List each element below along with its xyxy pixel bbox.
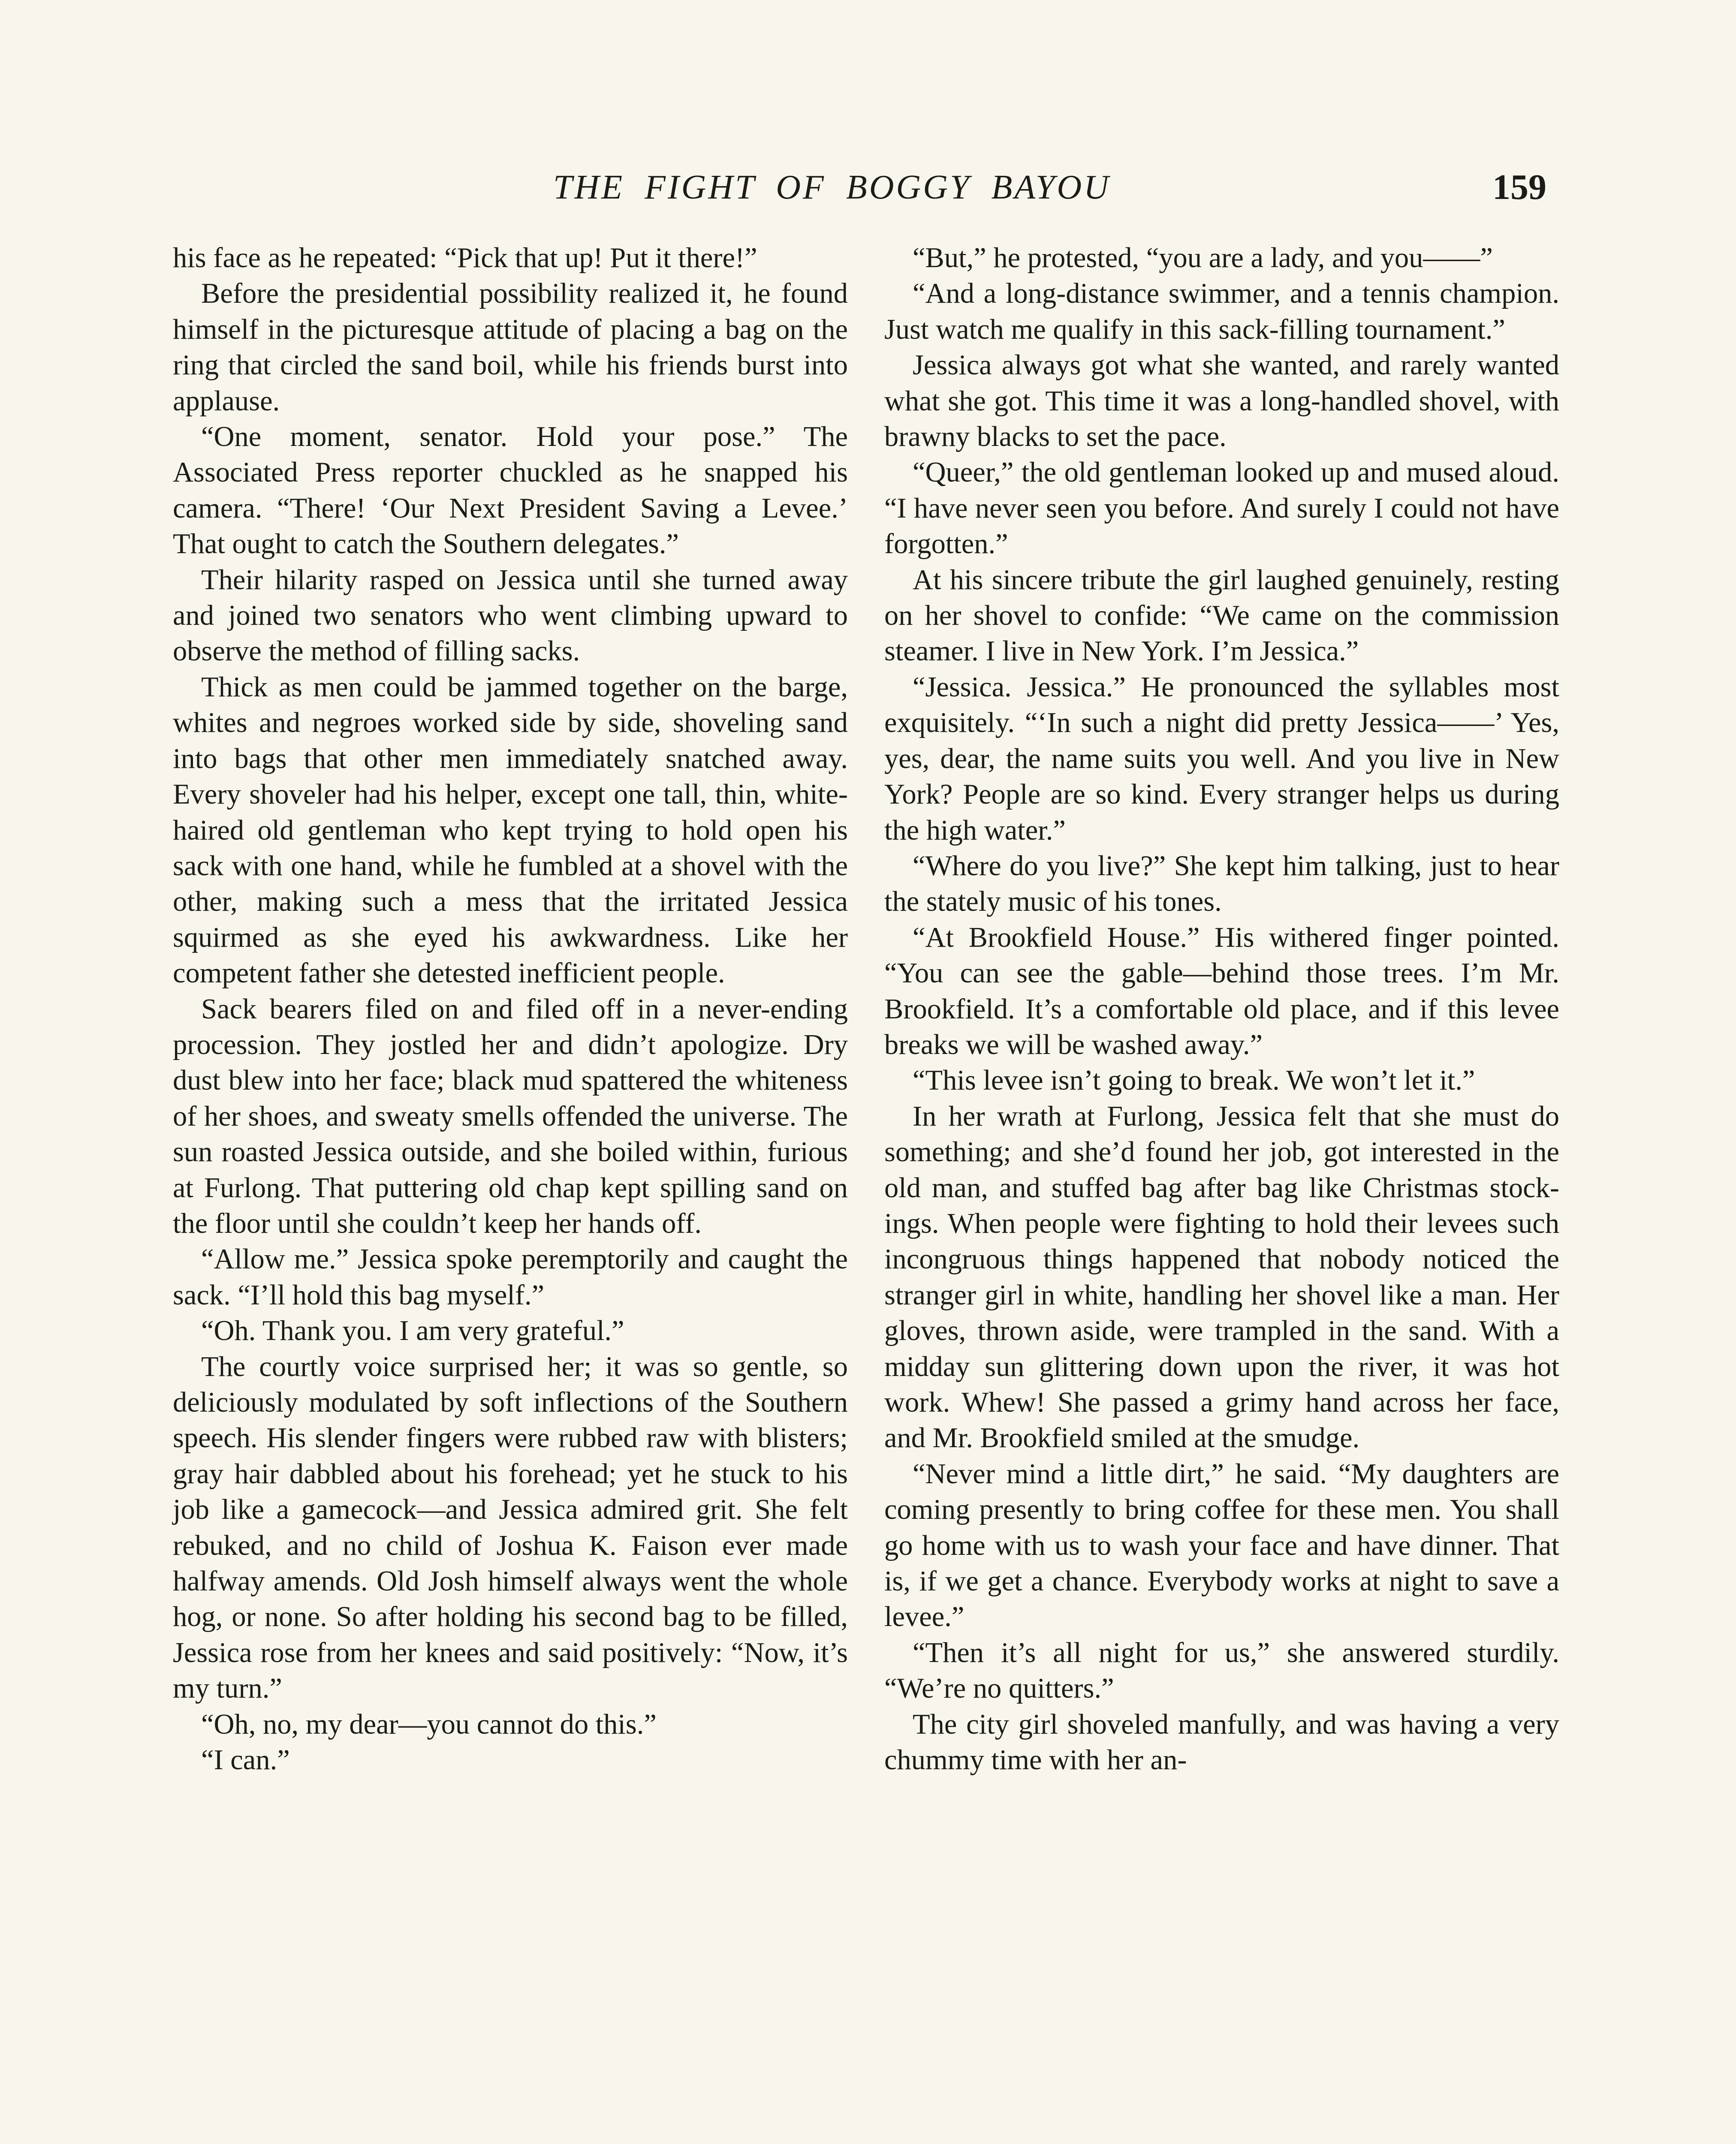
paragraph: “Oh, no, my dear—you cannot do this.” <box>201 1708 657 1740</box>
right-column <box>884 240 1559 1778</box>
paragraph: The city girl shoveled manfully, and was having a very chummy time with her an- <box>884 1708 1559 1776</box>
paragraph: At his sincere tribute the girl laughed genuinely, resting on her shovel to confide: “We came on the commission steamer. I live in New York. I’m Jessica.” <box>884 564 1559 667</box>
paragraph: “Where do you live?” She kept him talking, just to hear the stately music of his tones. <box>884 850 1559 918</box>
paragraph: “One moment, senator. Hold your pose.” The Associated Press reporter chuckled as he snapped his camera. “There! ‘Our Next President Saving a Levee.’ That ought to catch the Southern delegates.” <box>173 421 848 560</box>
paragraph: “At Brookfield House.” His withered finger pointed. “You can see the gable—behind those trees. I’m Mr. Brookfield. It’s a comfortable old place, and if this levee breaks we will be washed away.” <box>884 921 1559 1060</box>
running-header <box>0 164 1736 220</box>
paragraph: Jessica always got what she wanted, and rarely wanted what she got. This time it was a long-handled shovel, with brawny blacks to set the pace. <box>884 349 1559 453</box>
paragraph: “But,” he protested, “you are a lady, and you——” <box>913 242 1493 274</box>
paragraph: “Jessica. Jessica.” He pronounced the syllables most exquisitely. “‘In such a night did pretty Jessica——’ Yes, yes, dear, the name suits you well. And you live in New York? People are so kind. Every stranger helps us during the high water.” <box>884 671 1559 846</box>
paragraph: “This levee isn’t going to break. We won’t let it.” <box>913 1065 1475 1096</box>
page-number: 159 <box>1492 167 1546 207</box>
paragraph: “Queer,” the old gentleman looked up and mused aloud. “I have never seen you before. And surely I could not have forgotten.” <box>884 457 1559 560</box>
paragraph: Sack bearers filed on and filed off in a never-ending procession. They jostled her and didn’t apologize. Dry dust blew into her face; black mud spattered the whiteness of her shoes, and sweaty smells offended the universe. The sun roasted Jessica outside, and she boiled within, furious at Furlong. That puttering old chap kept spilling sand on the floor until she couldn’t keep her hands off. <box>173 993 848 1239</box>
paragraph: In her wrath at Furlong, Jessica felt that she must do something; and she’d found her job, got interested in the old man, and stuffed bag after bag like Christmas stockings. When people were fighting to hold their levees such incongruous things happened that nobody noticed the stranger girl in white, handling her shovel like a man. Her gloves, thrown aside, were trampled in the sand. With a midday sun glittering down upon the river, it was hot work. Whew! She passed a grimy hand across her face, and Mr. Brookfield smiled at the smudge. <box>884 1100 1559 1454</box>
paragraph: Their hilarity rasped on Jessica until she turned away and joined two senators who went climbing upward to observe the method of filling sacks. <box>173 564 848 667</box>
paragraph: “Oh. Thank you. I am very grateful.” <box>201 1315 624 1347</box>
paragraph: Thick as men could be jammed together on the barge, whites and negroes worked side by side, shoveling sand into bags that other men immediately snatched away. Every shoveler had his helper, except one tall, thin, white-haired old gentleman who kept trying to hold open his sack with one hand, while he fumbled at a shovel with the other, making such a mess that the irritated Jessica squirmed as she eyed his awkwardness. Like her competent father she detested inefficient people. <box>173 671 848 989</box>
running-title: THE FIGHT OF BOGGY BAYOU <box>553 169 1111 206</box>
paragraph: “Allow me.” Jessica spoke peremptorily and caught the sack. “I’ll hold this bag myself.” <box>173 1244 848 1311</box>
paragraph: “Never mind a little dirt,” he said. “My daughters are coming presently to bring coffee for these men. You shall go home with us to wash your face and have dinner. That is, if we get a chance. Everybody works at night to save a levee.” <box>884 1458 1559 1633</box>
left-column <box>173 240 848 1778</box>
paragraph: The courtly voice surprised her; it was so gentle, so deliciously modulated by soft inflections of the Southern speech. His slender fingers were rubbed raw with blisters; gray hair dabbled about his forehead; yet he stuck to his job like a gamecock—and Jessica admired grit. She felt rebuked, and no child of Joshua K. Faison ever made halfway amends. Old Josh himself always went the whole hog, or none. So after holding his second bag to be filled, Jessica rose from her knees and said positively: “Now, it’s my turn.” <box>173 1351 848 1704</box>
paragraph: “And a long-distance swimmer, and a tennis champion. Just watch me qualify in this sack-filling tournament.” <box>884 278 1559 345</box>
paragraph: “Then it’s all night for us,” she answered sturdily. “We’re no quitters.” <box>884 1637 1559 1704</box>
paragraph: “I can.” <box>201 1744 290 1776</box>
paragraph: Before the presidential possibility realized it, he found himself in the picturesque attitude of placing a bag on the ring that circled the sand boil, while his friends burst into applause. <box>173 278 848 417</box>
paragraph: his face as he repeated: “Pick that up! Put it there!” <box>173 242 757 274</box>
